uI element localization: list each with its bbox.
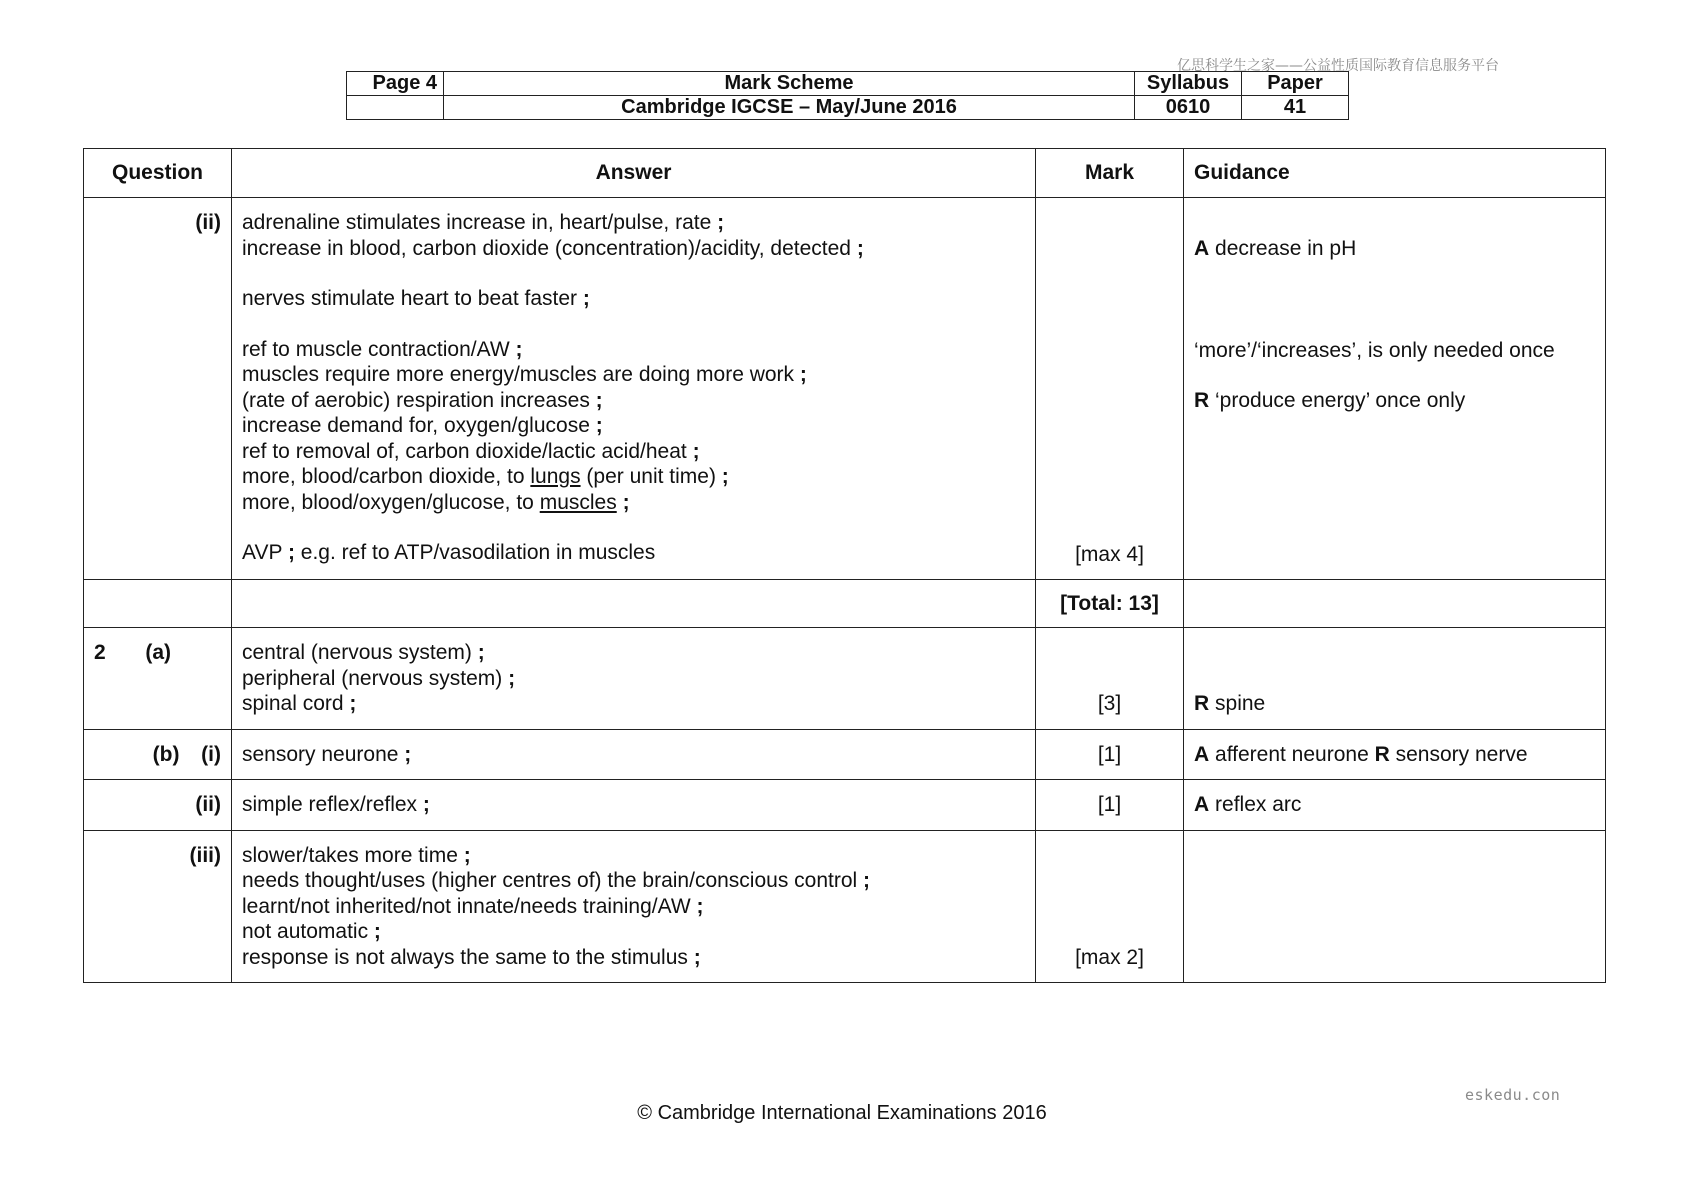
answer-cell	[232, 830, 1036, 983]
syllabus-label: Syllabus	[1135, 72, 1242, 96]
question-part: (a)	[145, 641, 172, 664]
guidance-cell	[1184, 580, 1606, 628]
column-header-question: Question	[84, 149, 232, 198]
guidance-line: A decrease in pH	[1194, 236, 1357, 260]
column-header-answer: Answer	[232, 149, 1036, 198]
question-cell	[84, 780, 232, 831]
answer-line: peripheral (nervous system) ;	[242, 666, 516, 690]
question-subpart: (ii)	[195, 793, 221, 816]
guidance-line: A reflex arc	[1194, 793, 1302, 816]
question-subpart: (iii)	[189, 843, 221, 867]
guidance-cell	[1184, 780, 1606, 831]
mark-scheme-table	[83, 148, 1606, 983]
guidance-cell	[1184, 628, 1606, 730]
question-cell	[84, 628, 232, 730]
answer-line: slower/takes more time ;	[242, 843, 471, 867]
guidance-line: A afferent neurone R sensory nerve	[1194, 742, 1528, 766]
answer-cell	[232, 198, 1036, 580]
table-row-total	[84, 580, 1606, 628]
watermark-top: 亿思科学生之家——公益性质国际教育信息服务平台	[1177, 58, 1499, 74]
column-header-mark: Mark	[1036, 149, 1184, 198]
answer-cell	[232, 580, 1036, 628]
mark-cell	[1036, 780, 1184, 831]
table-row	[84, 780, 1606, 831]
guidance-cell	[1184, 830, 1606, 983]
mark-value: [max 2]	[1075, 945, 1144, 969]
answer-line: nerves stimulate heart to beat faster ;	[242, 287, 590, 310]
answer-cell	[232, 729, 1036, 780]
question-cell	[84, 729, 232, 780]
mark-value: [3]	[1097, 692, 1122, 715]
mark-value: [max 4]	[1075, 542, 1144, 566]
answer-line: response is not always the same to the stimulus ;	[242, 945, 701, 969]
syllabus-value: 0610	[1135, 96, 1242, 120]
answer-line: sensory neurone ;	[242, 742, 412, 766]
table-row	[84, 729, 1606, 780]
mark-value: [1]	[1097, 793, 1122, 816]
answer-line: simple reflex/reflex ;	[242, 793, 430, 816]
answer-line: AVP ; e.g. ref to ATP/vasodilation in muscles	[242, 541, 656, 564]
mark-cell	[1036, 729, 1184, 780]
answer-line: adrenaline stimulates increase in, heart/pulse, rate ;	[242, 211, 725, 234]
page-label: Page 4	[347, 72, 444, 96]
guidance-line: ‘more’/‘increases’, is only needed once	[1194, 338, 1555, 362]
answer-line: ref to removal of, carbon dioxide/lactic acid/heat ;	[242, 439, 700, 463]
paper-value: 41	[1242, 96, 1349, 120]
answer-line: spinal cord ;	[242, 692, 357, 715]
answer-line: (rate of aerobic) respiration increases ;	[242, 388, 603, 412]
document-title: Mark Scheme	[444, 72, 1135, 96]
table-header-row	[84, 149, 1606, 198]
page-header-table	[346, 71, 1349, 120]
question-part: (b)	[152, 742, 180, 766]
question-subpart: (i)	[201, 742, 221, 766]
watermark-bottom: eskedu.con	[1465, 1086, 1561, 1104]
total-mark: [Total: 13]	[1060, 591, 1159, 615]
question-cell	[84, 198, 232, 580]
question-label: (ii)	[195, 211, 221, 234]
answer-cell	[232, 780, 1036, 831]
guidance-cell	[1184, 729, 1606, 780]
paper-label: Paper	[1242, 72, 1349, 96]
guidance-line: R ‘produce energy’ once only	[1194, 389, 1466, 412]
table-row	[84, 628, 1606, 730]
page-label-blank	[347, 96, 444, 120]
question-number: 2	[94, 641, 106, 664]
table-row	[84, 830, 1606, 983]
answer-line: needs thought/uses (higher centres of) the brain/conscious control ;	[242, 869, 871, 892]
table-row	[84, 198, 1606, 580]
mark-value: [1]	[1097, 742, 1122, 766]
guidance-line: R spine	[1194, 692, 1266, 715]
question-cell	[84, 830, 232, 983]
answer-line: increase in blood, carbon dioxide (concentration)/acidity, detected ;	[242, 236, 864, 260]
column-header-guidance: Guidance	[1184, 149, 1606, 198]
total-mark-cell	[1036, 580, 1184, 628]
mark-cell	[1036, 198, 1184, 580]
copyright-footer: © Cambridge International Examinations 2016	[637, 1102, 1047, 1124]
guidance-cell	[1184, 198, 1606, 580]
answer-cell	[232, 628, 1036, 730]
exam-session: Cambridge IGCSE – May/June 2016	[444, 96, 1135, 120]
answer-line: more, blood/oxygen/glucose, to muscles ;	[242, 490, 630, 514]
answer-line: learnt/not inherited/not innate/needs training/AW ;	[242, 894, 704, 918]
question-cell	[84, 580, 232, 628]
answer-line: central (nervous system) ;	[242, 641, 485, 664]
mark-cell	[1036, 628, 1184, 730]
answer-line: ref to muscle contraction/AW ;	[242, 337, 523, 361]
answer-line: more, blood/carbon dioxide, to lungs (per unit time) ;	[242, 465, 729, 488]
answer-line: not automatic ;	[242, 920, 381, 943]
answer-line: muscles require more energy/muscles are doing more work ;	[242, 363, 807, 386]
answer-line: increase demand for, oxygen/glucose ;	[242, 414, 603, 437]
mark-cell	[1036, 830, 1184, 983]
